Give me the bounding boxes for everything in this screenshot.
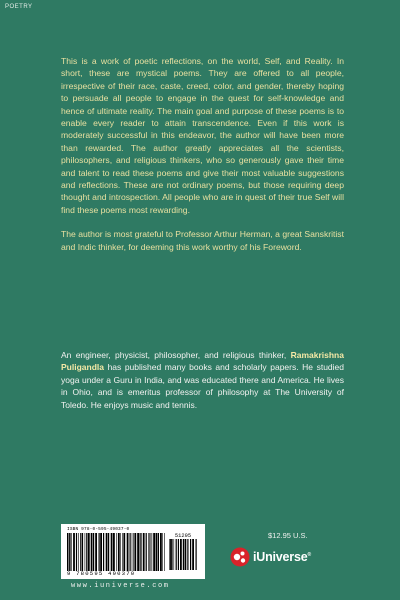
bio-text: has published many books and scholarly papers. He studied yoga under a Guru in India, and was educated there and America. He lives in Ohio, and is emeritus professor of philosophy at The University of Toledo. He enjoys music and tennis. [61, 362, 344, 410]
category-label: POETRY [5, 4, 33, 10]
blurb-paragraph: The author is most grateful to Professor Arthur Herman, a great Sanskritist and Indic thinker, for deeming this work worthy of his Foreword. [61, 229, 344, 252]
iuniverse-logo-icon [230, 547, 250, 567]
addon-barcode-bars [169, 539, 197, 570]
bio-intro: An engineer, physicist, philosopher, and religious thinker, [61, 350, 287, 360]
barcode-bars [67, 533, 165, 571]
isbn-barcode [61, 524, 205, 579]
author-bio [61, 349, 344, 411]
publisher-logo [230, 546, 311, 568]
publisher-name: iUniverse® [253, 550, 311, 564]
author-name: Ramakrishna Puligandla [61, 350, 344, 373]
publisher-website: www.iuniverse.com [71, 582, 170, 590]
price-label: $12.95 U.S. [268, 531, 308, 540]
barcode-digits: 9 780595 490370 [67, 570, 136, 577]
book-blurb [61, 55, 344, 265]
price-addon-number: 51295 [174, 533, 192, 539]
blurb-paragraph: This is a work of poetic reflections, on the world, Self, and Reality. In short, these are mystical poems. They are offered to all people, irrespective of their race, caste, creed, color, and gender, thereby hoping to persuade all people to engage in the quest for self-knowledge and hence of ultimate reality. The main goal and purpose of these poems is to enable every reader to attain transcendence. Even if this work is moderately successful in this endeavor, the author will have been more than rewarded. The author greatly appreciates all the scientists, philosophers, and religious thinkers, who so generously gave their time and talent to read these poems and give their most valuable suggestions and reflections. These are not ordinary poems, but those requiring deep thought and introspection. All people who are in quest of their true Self will find these poems most rewarding. [61, 56, 344, 215]
isbn-number: ISBN 978-0-595-49037-0 [67, 527, 130, 532]
